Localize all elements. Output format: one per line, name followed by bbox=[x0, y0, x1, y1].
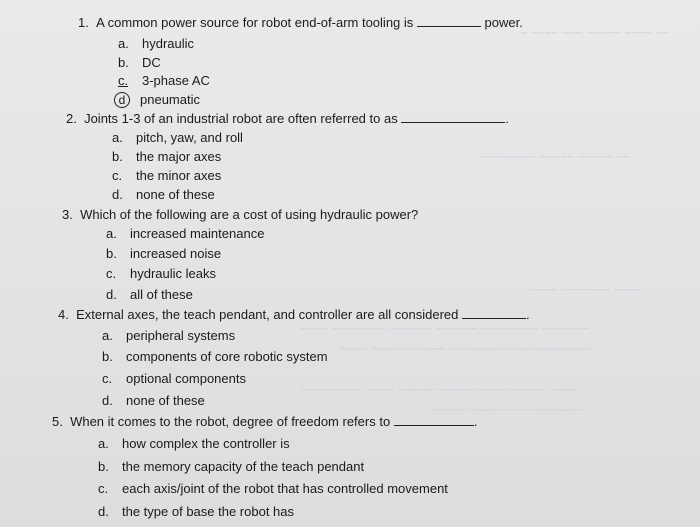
option-5d: d. the type of base the robot has bbox=[98, 504, 295, 519]
option-1b: b. DC bbox=[118, 55, 161, 70]
show-through-text: ~~~~ ~~~~~ ~~~~~ ~~~~~~~~~ ~~~~~~~~~~~ bbox=[340, 342, 592, 356]
option-4a: a. peripheral systems bbox=[102, 328, 236, 343]
answer-blank bbox=[394, 413, 474, 426]
option-2b: b. the major axes bbox=[112, 149, 222, 164]
option-5a: a. how complex the controller is bbox=[98, 436, 290, 451]
option-3c: c. hydraulic leaks bbox=[106, 266, 216, 281]
question-4-stem: 4. External axes, the teach pendant, and controller are all considered . bbox=[58, 307, 530, 322]
show-through-text: ~~~~~ ~~~~~~ ~~~~~~~~~~ bbox=[430, 403, 584, 417]
option-5c: c. each axis/joint of the robot that has controlled movement bbox=[98, 481, 448, 496]
show-through-text: ~~~~ ~~~~~~~ ~~~~ bbox=[530, 283, 642, 297]
question-2-stem: 2. Joints 1-3 of an industrial robot are often referred to as . bbox=[66, 111, 509, 126]
answer-blank bbox=[417, 14, 481, 27]
option-2c: c. the minor axes bbox=[112, 168, 222, 183]
option-1d: d pneumatic bbox=[116, 91, 200, 109]
question-1-stem bbox=[78, 14, 523, 32]
option-3d: d. all of these bbox=[106, 287, 193, 302]
answer-blank bbox=[462, 306, 526, 319]
show-through-text: ~ ~~~~ ~~~ ~~~~~ ~~~~ ~~ bbox=[520, 26, 670, 40]
option-2a: a. pitch, yaw, and roll bbox=[112, 130, 243, 145]
option-4b: b. components of core robotic system bbox=[102, 349, 328, 364]
show-through-text: ~~~~~~~~ ~~~~~ ~~~~~ ~~ bbox=[480, 150, 631, 164]
question-text-tail: power. bbox=[484, 15, 523, 30]
option-1a: a. hydraulic bbox=[118, 36, 195, 51]
answer-circle-mark: d bbox=[114, 92, 130, 108]
question-3-stem: 3. Which of the following are a cost of using hydraulic power? bbox=[62, 207, 419, 222]
option-3b: b. increased noise bbox=[106, 246, 222, 261]
question-text: A common power source for robot end-of-arm tooling is bbox=[96, 15, 414, 30]
show-through-text: ~~~~~~~~~ ~~~~ ~~~~~ ~~~~~~ ~~~~ ~~~~~ ~~~~ bbox=[300, 383, 580, 397]
option-3a: a. increased maintenance bbox=[106, 226, 265, 241]
question-5-stem: 5. When it comes to the robot, degree of freedom refers to . bbox=[52, 414, 478, 429]
option-4d: d. none of these bbox=[102, 393, 205, 408]
option-2d: d. none of these bbox=[112, 187, 215, 202]
option-5b: b. the memory capacity of the teach pendant bbox=[98, 459, 365, 474]
question-number: 1. bbox=[78, 15, 89, 30]
option-4c: c. optional components bbox=[102, 371, 246, 386]
show-through-text: ~~~~ ~~~~~~~~ ~~~~~~ ~~~~~~ ~~~~~~~~ ~~~~~~~ bbox=[300, 322, 590, 336]
option-1c: c. 3-phase AC bbox=[118, 73, 210, 88]
answer-blank bbox=[401, 110, 505, 123]
